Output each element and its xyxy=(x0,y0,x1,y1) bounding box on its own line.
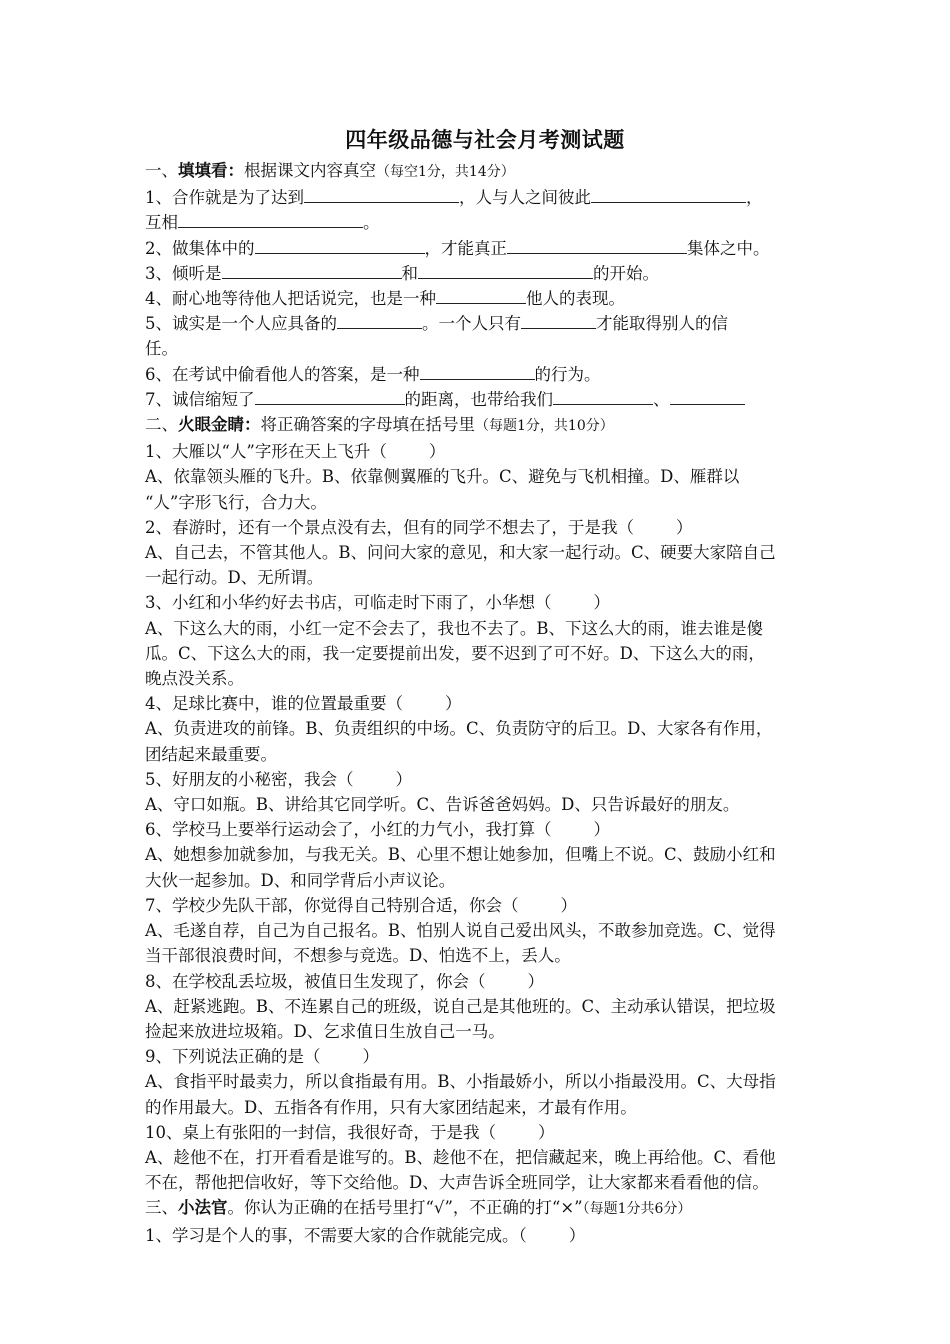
s2-question-8: 8、在学校乱丢垃圾，被值日生发现了，你会（ ） xyxy=(145,971,544,991)
page-title: 四年级品德与社会月考测试题 xyxy=(345,127,625,152)
s2-question-2: 2、春游时，还有一个景点没有去，但有的同学不想去了，于是我（ ） xyxy=(145,517,693,537)
answer-blank[interactable] xyxy=(420,363,535,380)
s2-options-10: A、趁他不在，打开看看是谁写的。B、趁他不在，把信藏起来，晚上再给他。C、看他 xyxy=(145,1147,776,1167)
s2-options-2-cont: 一起行动。D、无所谓。 xyxy=(145,568,324,588)
s2-options-5: A、守口如瓶。B、讲给其它同学听。C、告诉爸爸妈妈。D、只告诉最好的朋友。 xyxy=(145,795,740,815)
s2-question-7: 7、学校少先队干部，你觉得自己特别合适，你会（ ） xyxy=(145,895,577,915)
answer-blank[interactable] xyxy=(418,262,593,279)
answer-blank[interactable] xyxy=(553,388,653,405)
answer-blank[interactable] xyxy=(521,312,596,329)
s1-question-7: 7、诚信缩短了 的距离，也带给我们 、 xyxy=(145,387,825,412)
s1-question-1: 1、合作就是为了达到 ，人与人之间彼此 ， xyxy=(145,188,763,208)
s2-options-3: A、下这么大的雨，小红一定不会去了，我也不去了。B、下这么大的雨，谁去谁是傻 xyxy=(145,618,764,638)
section-2-heading: 二、火眼金睛：将正确答案的字母填在括号里（每题1分，共10分） xyxy=(145,415,614,435)
s1-question-2: 2、做集体中的 ，才能真正 集体之中。 xyxy=(145,238,770,258)
s2-options-4-cont: 团结起来最重要。 xyxy=(145,744,277,764)
s2-options-7: A、毛遂自荐，自己为自己报名。B、怕别人说自己爱出风头，不敢参加竞选。C、觉得 xyxy=(145,921,776,941)
answer-blank[interactable] xyxy=(178,211,363,228)
s2-options-1-cont: “人”字形飞行，合力大。 xyxy=(145,492,327,512)
answer-blank[interactable] xyxy=(304,186,459,203)
s1-question-3: 3、倾听是 和 的开始。 xyxy=(145,263,659,283)
s1-question-1-cont: 互相 。 xyxy=(145,213,380,233)
s2-options-7-cont: 当干部很浪费时间，不想参与竞选。D、怕选不上，丢人。 xyxy=(145,946,571,966)
s2-question-9: 9、下列说法正确的是（ ） xyxy=(145,1047,379,1067)
s2-question-4: 4、足球比赛中，谁的位置最重要（ ） xyxy=(145,694,462,714)
s2-options-3-cont: 瓜。C、下这么大的雨，我一定要提前出发，要不迟到了可不好。D、下这么大的雨， xyxy=(145,643,765,663)
answer-blank[interactable] xyxy=(255,388,405,405)
s2-options-10-cont: 不在，帮他把信收好，等下交给他。D、大声告诉全班同学，让大家都来看看他的信。 xyxy=(145,1173,769,1193)
s2-options-4: A、负责进攻的前锋。B、负责组织的中场。C、负责防守的后卫。D、大家各有作用， xyxy=(145,719,773,739)
s2-question-3: 3、小红和小华约好去书店，可临走时下雨了，小华想（ ） xyxy=(145,593,610,613)
s2-options-6-cont: 大伙一起参加。D、和同学背后小声议论。 xyxy=(145,870,456,890)
section-1-heading: 一、填填看：根据课文内容真空（每空1分，共14分） xyxy=(145,161,515,180)
s2-options-3-cont2: 晚点没关系。 xyxy=(145,669,244,689)
answer-blank[interactable] xyxy=(436,287,526,304)
s1-question-5: 5、诚实是一个人应具备的 。一个人只有 才能取得别人的信 xyxy=(145,314,728,334)
answer-blank[interactable] xyxy=(507,237,687,254)
s2-question-10: 10、桌上有张阳的一封信，我很好奇，于是我（ ） xyxy=(145,1122,555,1142)
answer-blank[interactable] xyxy=(670,388,745,405)
s3-question-1: 1、学习是个人的事，不需要大家的合作就能完成。（ ） xyxy=(145,1225,586,1245)
section-3-heading: 三、小法官。你认为正确的在括号里打“√”，不正确的打“×”（每题1分共6分） xyxy=(145,1198,692,1218)
s2-options-2: A、自己去，不管其他人。B、问问大家的意见，和大家一起行动。C、硬要大家陪自己 xyxy=(145,543,776,563)
answer-blank[interactable] xyxy=(337,312,422,329)
s1-question-4: 4、耐心地等待他人把话说完，也是一种 他人的表现。 xyxy=(145,289,625,309)
answer-blank[interactable] xyxy=(222,262,402,279)
s1-question-5-cont: 任。 xyxy=(145,339,178,359)
s2-options-6: A、她想参加就参加，与我无关。B、心里不想让她参加，但嘴上不说。C、鼓励小红和 xyxy=(145,845,776,865)
s2-options-9: A、食指平时最卖力，所以食指最有用。B、小指最娇小，所以小指最没用。C、大母指 xyxy=(145,1072,776,1092)
s2-options-8: A、赶紧逃跑。B、不连累自己的班级，说自己是其他班的。C、主动承认错误，把垃圾 xyxy=(145,996,776,1016)
s2-options-8-cont: 捡起来放进垃圾箱。D、乞求值日生放自己一马。 xyxy=(145,1021,505,1041)
exam-content xyxy=(145,118,825,1248)
s2-question-1: 1、大雁以“人”字形在天上飞升（ ） xyxy=(145,442,446,462)
s2-options-1: A、依靠领头雁的飞升。B、依靠侧翼雁的飞升。C、避免与飞机相撞。D、雁群以 xyxy=(145,467,740,487)
answer-blank[interactable] xyxy=(255,237,425,254)
s2-question-5: 5、好朋友的小秘密，我会（ ） xyxy=(145,769,412,789)
s1-question-6: 6、在考试中偷看他人的答案，是一种 的行为。 xyxy=(145,364,601,384)
s2-options-9-cont: 的作用最大。D、五指各有作用，只有大家团结起来，才最有作用。 xyxy=(145,1097,637,1117)
s2-question-6: 6、学校马上要举行运动会了，小红的力气小，我打算（ ） xyxy=(145,820,610,840)
answer-blank[interactable] xyxy=(591,186,746,203)
